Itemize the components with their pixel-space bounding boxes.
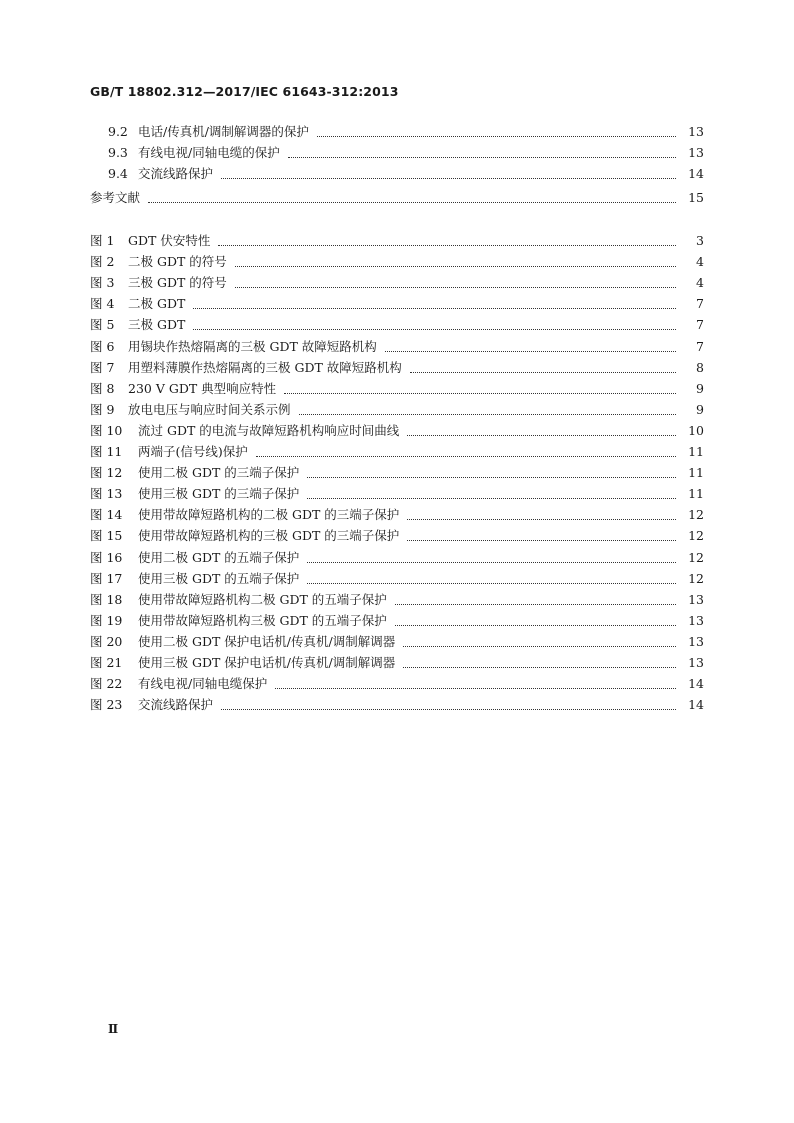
figure-number: 图 15 (90, 528, 123, 544)
dot-leader (218, 245, 676, 246)
toc-entry-figure[interactable] (0, 356, 794, 376)
toc-entry-figure[interactable] (0, 313, 794, 333)
figure-page: 9 (696, 380, 704, 396)
figure-title: 使用带故障短路机构的三极 GDT 的三端子保护 (138, 528, 704, 544)
toc-entry-page: 15 (688, 190, 704, 205)
figure-page: 12 (688, 570, 704, 586)
figure-page: 7 (696, 317, 704, 333)
figure-number: 图 20 (90, 633, 123, 649)
figure-page: 12 (688, 528, 704, 544)
toc-entry-figure[interactable] (0, 229, 794, 249)
dot-leader (407, 540, 676, 541)
figure-title: 使用三极 GDT 的三端子保护 (138, 486, 704, 502)
figure-number: 图 19 (90, 612, 123, 628)
toc-entry-title: 参考文献 (90, 190, 704, 206)
dot-leader (221, 709, 676, 710)
toc-entry-figure[interactable] (0, 482, 794, 502)
toc-entry-figure[interactable] (0, 693, 794, 713)
toc-entry-figure[interactable] (0, 651, 794, 671)
figure-number: 图 5 (90, 317, 115, 333)
figure-title: 使用二极 GDT 的三端子保护 (138, 465, 704, 481)
figure-title: 使用二极 GDT 的五端子保护 (138, 550, 704, 566)
toc-entry-figure[interactable] (0, 503, 794, 523)
figure-title: 使用三极 GDT 的五端子保护 (138, 571, 704, 587)
figure-title: 二极 GDT (128, 296, 704, 312)
dot-leader (193, 329, 676, 330)
figure-page: 3 (696, 233, 704, 248)
dot-leader (307, 583, 676, 584)
figure-page: 11 (688, 486, 704, 502)
dot-leader (407, 435, 676, 436)
dot-leader (410, 372, 676, 373)
figure-number: 图 10 (90, 422, 123, 438)
figure-number: 图 2 (90, 254, 115, 270)
dot-leader (307, 477, 676, 478)
toc-entry-9-3[interactable] (0, 141, 794, 161)
figure-title: 三极 GDT (128, 317, 704, 333)
toc-entry-9-4[interactable] (0, 162, 794, 182)
figure-number: 图 6 (90, 338, 115, 354)
figure-title: 放电电压与响应时间关系示例 (128, 402, 704, 418)
figure-title: 交流线路保护 (138, 697, 704, 713)
dot-leader (299, 414, 676, 415)
figure-number: 图 13 (90, 486, 123, 502)
figure-title: 230 V GDT 典型响应特性 (128, 381, 704, 397)
toc-entry-number: 9.2 (108, 124, 128, 139)
figure-page: 14 (688, 676, 704, 692)
toc-entry-figure[interactable] (0, 524, 794, 544)
figure-title: 有线电视/同轴电缆保护 (138, 676, 704, 692)
figure-page: 4 (696, 275, 704, 291)
dot-leader (307, 562, 676, 563)
toc-entry-figure[interactable] (0, 335, 794, 355)
figure-page: 12 (688, 507, 704, 523)
figure-page: 13 (688, 633, 704, 649)
toc-entry-figure[interactable] (0, 398, 794, 418)
toc-entry-figure[interactable] (0, 672, 794, 692)
figure-number: 图 17 (90, 570, 123, 586)
figure-number: 图 22 (90, 676, 123, 692)
standard-code-header: GB/T 18802.312—2017/IEC 61643-312:2013 (90, 84, 399, 99)
dot-leader (256, 456, 676, 457)
toc-entry-page: 14 (688, 166, 704, 181)
toc-entry-figure[interactable] (0, 377, 794, 397)
dot-leader (403, 646, 676, 647)
figure-title: 用塑料薄膜作热熔隔离的三极 GDT 故障短路机构 (128, 360, 704, 376)
toc-entry-figure[interactable] (0, 567, 794, 587)
toc-entry-figure[interactable] (0, 271, 794, 291)
figure-page: 11 (688, 444, 704, 459)
toc-entry-figure[interactable] (0, 588, 794, 608)
figure-title: 流过 GDT 的电流与故障短路机构响应时间曲线 (138, 423, 704, 439)
figure-page: 13 (688, 655, 704, 670)
dot-leader (221, 178, 676, 179)
figure-number: 图 9 (90, 401, 115, 417)
dot-leader (395, 625, 676, 626)
figure-number: 图 1 (90, 233, 115, 248)
figure-title: 使用二极 GDT 保护电话机/传真机/调制解调器 (138, 634, 704, 650)
toc-entry-page: 13 (688, 145, 704, 160)
figure-number: 图 3 (90, 275, 115, 291)
dot-leader (275, 688, 676, 689)
figure-number: 图 12 (90, 465, 123, 481)
dot-leader (235, 287, 676, 288)
page-number: Ⅱ (108, 1022, 119, 1036)
figure-number: 图 14 (90, 507, 123, 523)
toc-entry-title: 交流线路保护 (138, 166, 704, 182)
dot-leader (193, 308, 676, 309)
toc-entry-figure[interactable] (0, 609, 794, 629)
figure-title: 使用带故障短路机构二极 GDT 的五端子保护 (138, 592, 704, 608)
figure-page: 7 (696, 338, 704, 354)
figure-title: GDT 伏安特性 (128, 233, 704, 249)
toc-entry-number: 9.3 (108, 145, 128, 160)
dot-leader (317, 136, 676, 137)
toc-entry-page: 13 (688, 124, 704, 139)
figure-title: 使用三极 GDT 保护电话机/传真机/调制解调器 (138, 655, 704, 671)
figure-number: 图 7 (90, 359, 115, 375)
dot-leader (403, 667, 676, 668)
figure-page: 4 (696, 254, 704, 270)
figure-title: 使用带故障短路机构的二极 GDT 的三端子保护 (138, 507, 704, 523)
dot-leader (385, 351, 676, 352)
figure-page: 10 (688, 422, 704, 438)
dot-leader (284, 393, 676, 394)
figure-page: 7 (696, 296, 704, 312)
toc-entry-title: 电话/传真机/调制解调器的保护 (138, 124, 704, 140)
dot-leader (407, 519, 676, 520)
dot-leader (307, 498, 676, 499)
figure-title: 用锡块作热熔隔离的三极 GDT 故障短路机构 (128, 339, 704, 355)
figure-title: 三极 GDT 的符号 (128, 275, 704, 291)
figure-page: 14 (688, 697, 704, 713)
dot-leader (288, 157, 676, 158)
figure-page: 13 (688, 591, 704, 607)
toc-entry-figure[interactable] (0, 250, 794, 270)
figure-page: 13 (688, 612, 704, 628)
figure-number: 图 11 (90, 444, 123, 459)
toc-entry-figure[interactable] (0, 292, 794, 312)
toc-entry-figure[interactable] (0, 419, 794, 439)
toc-entry-references[interactable] (0, 186, 794, 206)
figure-page: 9 (696, 401, 704, 417)
toc-entry-number: 9.4 (108, 166, 128, 181)
toc-entry-figure[interactable] (0, 630, 794, 650)
toc-entry-figure[interactable] (0, 546, 794, 566)
figure-number: 图 4 (90, 296, 115, 312)
figure-number: 图 18 (90, 591, 123, 607)
dot-leader (395, 604, 676, 605)
figure-number: 图 21 (90, 655, 123, 670)
dot-leader (235, 266, 676, 267)
toc-entry-title: 有线电视/同轴电缆的保护 (138, 145, 704, 161)
figure-number: 图 16 (90, 549, 123, 565)
figure-title: 二极 GDT 的符号 (128, 254, 704, 270)
figure-page: 8 (696, 359, 704, 375)
toc-entry-figure[interactable] (0, 461, 794, 481)
figure-page: 11 (688, 465, 704, 481)
figure-number: 图 23 (90, 697, 123, 713)
figure-title: 使用带故障短路机构三极 GDT 的五端子保护 (138, 613, 704, 629)
figure-page: 12 (688, 549, 704, 565)
toc-entry-9-2[interactable] (0, 120, 794, 140)
figure-title: 两端子(信号线)保护 (138, 444, 704, 460)
figure-number: 图 8 (90, 380, 115, 396)
dot-leader (148, 202, 676, 203)
toc-entry-figure[interactable] (0, 440, 794, 460)
